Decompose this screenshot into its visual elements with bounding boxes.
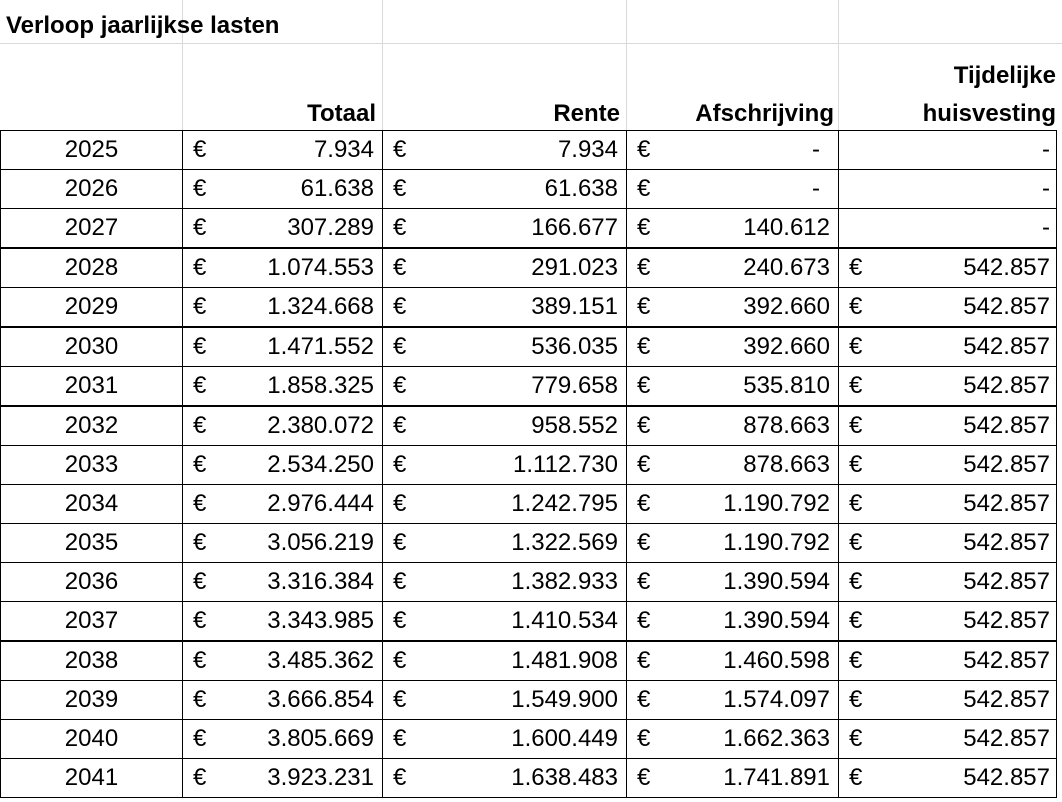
currency-cell-tijdelijke[interactable]: €	[839, 681, 887, 720]
currency-cell-totaal[interactable]: €	[183, 367, 231, 407]
table-row	[1, 131, 1057, 170]
currency-cell-tijdelijke[interactable]: €	[839, 641, 887, 681]
value-cell-afschrijving[interactable]: -	[675, 170, 839, 209]
value-cell-totaal[interactable]: 1.471.552	[231, 327, 383, 367]
year-cell[interactable]: 2034	[1, 485, 183, 524]
currency-cell-afschrijving[interactable]: €	[627, 524, 675, 563]
value-cell-afschrijving[interactable]: 535.810	[675, 367, 839, 407]
value-cell-rente[interactable]: 1.382.933	[431, 563, 627, 602]
currency-cell-rente[interactable]: €	[383, 681, 431, 720]
value-cell-afschrijving[interactable]: 392.660	[675, 327, 839, 367]
value-cell-afschrijving[interactable]: 1.190.792	[675, 485, 839, 524]
year-cell[interactable]: 2032	[1, 406, 183, 446]
value-cell-afschrijving[interactable]: 1.190.792	[675, 524, 839, 563]
currency-cell-tijdelijke[interactable]: €	[839, 327, 887, 367]
currency-cell-tijdelijke[interactable]: €	[839, 406, 887, 446]
currency-cell-totaal[interactable]: €	[183, 563, 231, 602]
currency-cell-totaal[interactable]: €	[183, 720, 231, 759]
value-cell-totaal[interactable]: 3.805.669	[231, 720, 383, 759]
currency-cell-totaal[interactable]: €	[183, 248, 231, 288]
table-row	[1, 446, 1057, 485]
header-afschrijving: Afschrijving	[695, 100, 834, 127]
table-row	[1, 602, 1057, 642]
currency-cell-tijdelijke[interactable]	[839, 209, 887, 249]
table-row	[1, 209, 1057, 249]
currency-cell-rente[interactable]: €	[383, 446, 431, 485]
year-cell[interactable]: 2039	[1, 681, 183, 720]
value-cell-rente[interactable]: 1.481.908	[431, 641, 627, 681]
year-cell[interactable]: 2037	[1, 602, 183, 642]
currency-cell-totaal[interactable]: €	[183, 209, 231, 249]
value-cell-tijdelijke[interactable]: 542.857	[887, 563, 1057, 602]
value-cell-tijdelijke[interactable]: 542.857	[887, 327, 1057, 367]
value-cell-afschrijving[interactable]: -	[675, 131, 839, 170]
table-row	[1, 248, 1057, 288]
value-cell-totaal[interactable]: 307.289	[231, 209, 383, 249]
table-row	[1, 170, 1057, 209]
currency-cell-tijdelijke[interactable]	[839, 170, 887, 209]
currency-cell-afschrijving[interactable]: €	[627, 681, 675, 720]
value-cell-rente[interactable]: 1.112.730	[431, 446, 627, 485]
currency-cell-rente[interactable]: €	[383, 524, 431, 563]
value-cell-totaal[interactable]: 3.923.231	[231, 759, 383, 798]
value-cell-rente[interactable]: 1.242.795	[431, 485, 627, 524]
value-cell-totaal[interactable]: 1.324.668	[231, 288, 383, 328]
value-cell-tijdelijke[interactable]: 542.857	[887, 524, 1057, 563]
currency-cell-afschrijving[interactable]: €	[627, 327, 675, 367]
year-cell[interactable]: 2029	[1, 288, 183, 328]
value-cell-rente[interactable]: 1.410.534	[431, 602, 627, 642]
currency-cell-totaal[interactable]: €	[183, 170, 231, 209]
currency-cell-tijdelijke[interactable]: €	[839, 248, 887, 288]
value-cell-totaal[interactable]: 3.666.854	[231, 681, 383, 720]
value-cell-rente[interactable]: 1.600.449	[431, 720, 627, 759]
header-tijdelijke-line2: huisvesting	[922, 100, 1056, 127]
currency-cell-afschrijving[interactable]: €	[627, 446, 675, 485]
currency-cell-rente[interactable]: €	[383, 209, 431, 249]
currency-cell-totaal[interactable]: €	[183, 288, 231, 328]
currency-cell-rente[interactable]: €	[383, 485, 431, 524]
currency-cell-rente[interactable]: €	[383, 367, 431, 407]
year-cell[interactable]: 2033	[1, 446, 183, 485]
currency-cell-totaal[interactable]: €	[183, 759, 231, 798]
value-cell-rente[interactable]: 291.023	[431, 248, 627, 288]
currency-cell-rente[interactable]: €	[383, 720, 431, 759]
currency-cell-rente[interactable]: €	[383, 641, 431, 681]
value-cell-tijdelijke[interactable]: -	[887, 131, 1057, 170]
value-cell-tijdelijke[interactable]: 542.857	[887, 641, 1057, 681]
value-cell-afschrijving[interactable]: 240.673	[675, 248, 839, 288]
currency-cell-totaal[interactable]: €	[183, 485, 231, 524]
currency-cell-afschrijving[interactable]: €	[627, 406, 675, 446]
table-row	[1, 406, 1057, 446]
year-cell[interactable]: 2031	[1, 367, 183, 407]
value-cell-afschrijving[interactable]: 140.612	[675, 209, 839, 249]
value-cell-totaal[interactable]: 3.485.362	[231, 641, 383, 681]
value-cell-totaal[interactable]: 2.380.072	[231, 406, 383, 446]
value-cell-totaal[interactable]: 61.638	[231, 170, 383, 209]
currency-cell-afschrijving[interactable]: €	[627, 485, 675, 524]
value-cell-afschrijving[interactable]: 1.460.598	[675, 641, 839, 681]
value-cell-rente[interactable]: 536.035	[431, 327, 627, 367]
value-cell-tijdelijke[interactable]: 542.857	[887, 681, 1057, 720]
currency-cell-afschrijving[interactable]: €	[627, 720, 675, 759]
currency-cell-rente[interactable]: €	[383, 406, 431, 446]
currency-cell-afschrijving[interactable]: €	[627, 563, 675, 602]
value-cell-afschrijving[interactable]: 1.574.097	[675, 681, 839, 720]
value-cell-totaal[interactable]: 1.858.325	[231, 367, 383, 407]
year-cell[interactable]: 2035	[1, 524, 183, 563]
table-row	[1, 563, 1057, 602]
currency-cell-rente[interactable]: €	[383, 131, 431, 170]
value-cell-rente[interactable]: 1.638.483	[431, 759, 627, 798]
value-cell-tijdelijke[interactable]: 542.857	[887, 485, 1057, 524]
currency-cell-totaal[interactable]: €	[183, 446, 231, 485]
currency-cell-afschrijving[interactable]: €	[627, 602, 675, 642]
table-row	[1, 641, 1057, 681]
table-row	[1, 524, 1057, 563]
currency-cell-rente[interactable]: €	[383, 288, 431, 328]
currency-cell-tijdelijke[interactable]: €	[839, 446, 887, 485]
value-cell-afschrijving[interactable]: 878.663	[675, 406, 839, 446]
value-cell-tijdelijke[interactable]: 542.857	[887, 759, 1057, 798]
year-cell[interactable]: 2025	[1, 131, 183, 170]
currency-cell-tijdelijke[interactable]	[839, 131, 887, 170]
currency-cell-totaal[interactable]: €	[183, 524, 231, 563]
table-row	[1, 485, 1057, 524]
currency-cell-afschrijving[interactable]: €	[627, 367, 675, 407]
currency-cell-totaal[interactable]: €	[183, 327, 231, 367]
value-cell-afschrijving[interactable]: 1.662.363	[675, 720, 839, 759]
value-cell-afschrijving[interactable]: 1.741.891	[675, 759, 839, 798]
value-cell-totaal[interactable]: 3.343.985	[231, 602, 383, 642]
value-cell-tijdelijke[interactable]: 542.857	[887, 446, 1057, 485]
header-tijdelijke-line1: Tijdelijke	[953, 62, 1056, 89]
currency-cell-tijdelijke[interactable]: €	[839, 602, 887, 642]
value-cell-afschrijving[interactable]: 1.390.594	[675, 563, 839, 602]
currency-cell-rente[interactable]: €	[383, 170, 431, 209]
value-cell-tijdelijke[interactable]: 542.857	[887, 720, 1057, 759]
value-cell-tijdelijke[interactable]: 542.857	[887, 406, 1057, 446]
currency-cell-afschrijving[interactable]: €	[627, 641, 675, 681]
table-row	[1, 367, 1057, 407]
currency-cell-tijdelijke[interactable]: €	[839, 759, 887, 798]
year-cell[interactable]: 2036	[1, 563, 183, 602]
value-cell-tijdelijke[interactable]: 542.857	[887, 248, 1057, 288]
value-cell-tijdelijke[interactable]: 542.857	[887, 602, 1057, 642]
value-cell-totaal[interactable]: 1.074.553	[231, 248, 383, 288]
value-cell-afschrijving[interactable]: 1.390.594	[675, 602, 839, 642]
table-row	[1, 759, 1057, 798]
sheet-title: Verloop jaarlijkse lasten	[6, 12, 280, 39]
year-cell[interactable]: 2030	[1, 327, 183, 367]
table-row	[1, 327, 1057, 367]
value-cell-tijdelijke[interactable]: -	[887, 209, 1057, 249]
year-cell[interactable]: 2040	[1, 720, 183, 759]
value-cell-rente[interactable]: 958.552	[431, 406, 627, 446]
year-cell[interactable]: 2038	[1, 641, 183, 681]
value-cell-rente[interactable]: 7.934	[431, 131, 627, 170]
year-cell[interactable]: 2041	[1, 759, 183, 798]
currency-cell-totaal[interactable]: €	[183, 602, 231, 642]
value-cell-tijdelijke[interactable]: 542.857	[887, 288, 1057, 328]
value-cell-rente[interactable]: 166.677	[431, 209, 627, 249]
value-cell-rente[interactable]: 61.638	[431, 170, 627, 209]
value-cell-rente[interactable]: 1.549.900	[431, 681, 627, 720]
value-cell-totaal[interactable]: 3.056.219	[231, 524, 383, 563]
currency-cell-rente[interactable]: €	[383, 563, 431, 602]
currency-cell-tijdelijke[interactable]: €	[839, 524, 887, 563]
currency-cell-afschrijving[interactable]: €	[627, 209, 675, 249]
currency-cell-afschrijving[interactable]: €	[627, 248, 675, 288]
currency-cell-totaal[interactable]: €	[183, 131, 231, 170]
currency-cell-tijdelijke[interactable]: €	[839, 563, 887, 602]
currency-cell-totaal[interactable]: €	[183, 406, 231, 446]
currency-cell-tijdelijke[interactable]: €	[839, 720, 887, 759]
value-cell-tijdelijke[interactable]: -	[887, 170, 1057, 209]
value-cell-afschrijving[interactable]: 878.663	[675, 446, 839, 485]
value-cell-rente[interactable]: 779.658	[431, 367, 627, 407]
value-cell-afschrijving[interactable]: 392.660	[675, 288, 839, 328]
header-totaal: Totaal	[307, 100, 376, 127]
table-row	[1, 720, 1057, 759]
currency-cell-totaal[interactable]: €	[183, 681, 231, 720]
currency-cell-afschrijving[interactable]: €	[627, 288, 675, 328]
currency-cell-totaal[interactable]: €	[183, 641, 231, 681]
currency-cell-tijdelijke[interactable]: €	[839, 367, 887, 407]
header-rente: Rente	[553, 100, 620, 127]
currency-cell-rente[interactable]: €	[383, 248, 431, 288]
currency-cell-rente[interactable]: €	[383, 327, 431, 367]
table-row	[1, 288, 1057, 328]
value-cell-totaal[interactable]: 3.316.384	[231, 563, 383, 602]
year-cell[interactable]: 2026	[1, 170, 183, 209]
value-cell-tijdelijke[interactable]: 542.857	[887, 367, 1057, 407]
value-cell-totaal[interactable]: 2.534.250	[231, 446, 383, 485]
currency-cell-afschrijving[interactable]: €	[627, 170, 675, 209]
table-row	[1, 681, 1057, 720]
currency-cell-rente[interactable]: €	[383, 602, 431, 642]
currency-cell-afschrijving[interactable]: €	[627, 759, 675, 798]
currency-cell-afschrijving[interactable]: €	[627, 131, 675, 170]
year-cell[interactable]: 2027	[1, 209, 183, 249]
currency-cell-rente[interactable]: €	[383, 759, 431, 798]
value-cell-totaal[interactable]: 2.976.444	[231, 485, 383, 524]
value-cell-rente[interactable]: 1.322.569	[431, 524, 627, 563]
currency-cell-tijdelijke[interactable]: €	[839, 288, 887, 328]
value-cell-totaal[interactable]: 7.934	[231, 131, 383, 170]
year-cell[interactable]: 2028	[1, 248, 183, 288]
value-cell-rente[interactable]: 389.151	[431, 288, 627, 328]
currency-cell-tijdelijke[interactable]: €	[839, 485, 887, 524]
lasten-table	[0, 130, 1057, 798]
